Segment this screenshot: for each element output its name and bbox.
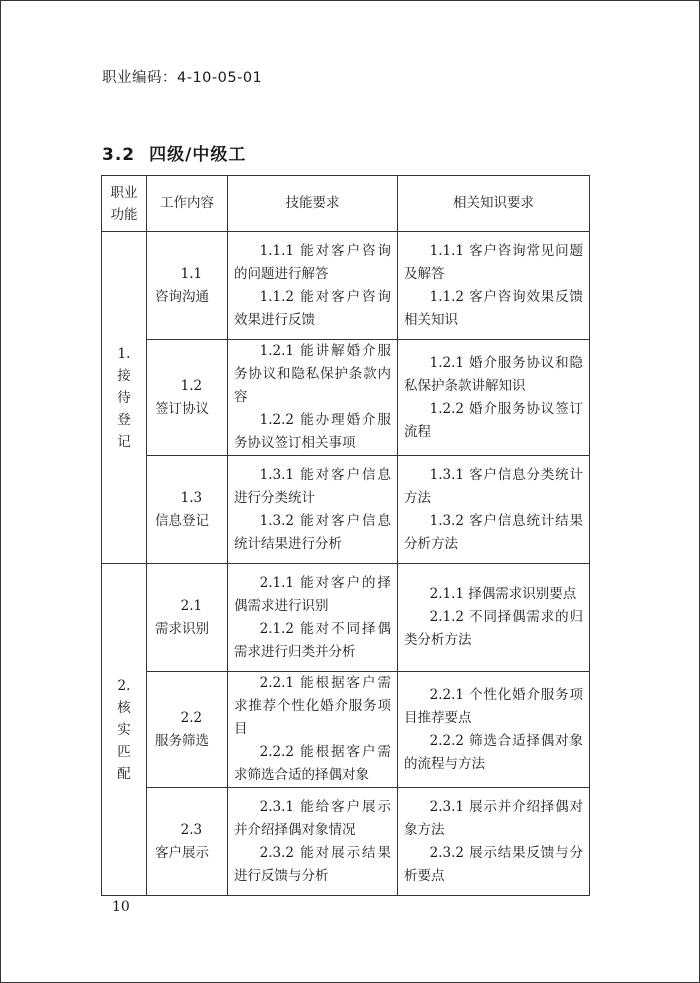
occupation-code: 职业编码：4-10-05-01 [102,70,263,86]
content-cell: 1.1 咨询沟通 [147,232,228,340]
section-title [102,140,246,165]
section-title-text: 四级/中级工 [149,145,247,165]
content-cell: 2.1 需求识别 [147,564,228,672]
skills-table [101,175,590,896]
table-row [102,788,590,896]
skills-cell: 2.1.1 能对客户的择偶需求进行识别 2.1.2 能对不同择偶需求进行归类并分析 [228,564,398,672]
table-header-row [102,176,590,232]
knowledge-cell: 1.2.1 婚介服务协议和隐私保护条款讲解知识 1.2.2 婚介服务协议签订流程 [398,340,590,456]
table-row [102,340,590,456]
table-row [102,232,590,340]
table-row [102,564,590,672]
content-cell: 2.2 服务筛选 [147,672,228,788]
function-cell-2: 2. 核 实 匹 配 [102,564,147,896]
content-cell: 2.3 客户展示 [147,788,228,896]
skills-cell: 2.2.1 能根据客户需求推荐个性化婚介服务项目 2.2.2 能根据客户需求筛选合适的择偶对象 [228,672,398,788]
skills-cell: 2.3.1 能给客户展示并介绍择偶对象情况 2.3.2 能对展示结果进行反馈与分析 [228,788,398,896]
skills-cell: 1.3.1 能对客户信息进行分类统计 1.3.2 能对客户信息统计结果进行分析 [228,456,398,564]
header-skills: 技能要求 [228,176,398,232]
knowledge-cell: 1.1.1 客户咨询常见问题及解答 1.1.2 客户咨询效果反馈相关知识 [398,232,590,340]
table-row [102,672,590,788]
knowledge-cell: 2.2.1 个性化婚介服务项目推荐要点 2.2.2 筛选合适择偶对象的流程与方法 [398,672,590,788]
knowledge-cell: 1.3.1 客户信息分类统计方法 1.3.2 客户信息统计结果分析方法 [398,456,590,564]
section-number: 3.2 [102,145,136,165]
function-cell-1: 1. 接 待 登 记 [102,232,147,564]
content-cell: 1.2 签订协议 [147,340,228,456]
knowledge-cell: 2.1.1 择偶需求识别要点 2.1.2 不同择偶需求的归类分析方法 [398,564,590,672]
knowledge-cell: 2.3.1 展示并介绍择偶对象方法 2.3.2 展示结果反馈与分析要点 [398,788,590,896]
header-function: 职业 功能 [102,176,147,232]
table-row [102,456,590,564]
header-knowledge: 相关知识要求 [398,176,590,232]
header-content: 工作内容 [147,176,228,232]
skills-cell: 1.2.1 能讲解婚介服务协议和隐私保护条款内容 1.2.2 能办理婚介服务协议签订相关事项 [228,340,398,456]
skills-cell: 1.1.1 能对客户咨询的问题进行解答 1.1.2 能对客户咨询效果进行反馈 [228,232,398,340]
page-number: 10 [112,899,130,915]
content-cell: 1.3 信息登记 [147,456,228,564]
